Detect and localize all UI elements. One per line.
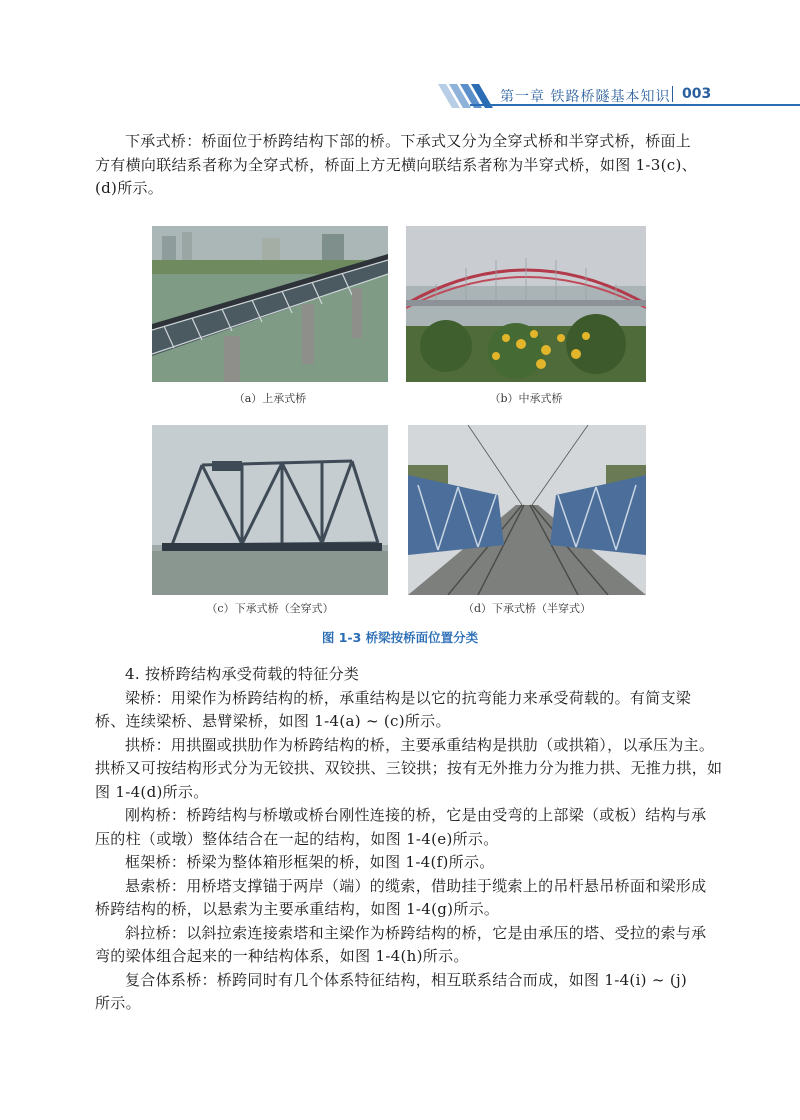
para-rigid-frame-bridge: 压的柱（或墩）整体结合在一起的结构，如图 1-4(e)所示。: [95, 829, 499, 848]
intro-line: 方有横向联结系者称为全穿式桥，桥面上方无横向联结系者称为半穿式桥，如图 1-3(c)、: [95, 155, 697, 174]
para-frame-bridge: 框架桥：桥梁为整体箱形框架的桥，如图 1-4(f)所示。: [125, 853, 495, 871]
intro-line: (d)所示。: [95, 179, 164, 197]
intro-paragraph: [95, 130, 715, 201]
caption-a: （a）上承式桥: [233, 392, 307, 405]
page-header: [0, 0, 800, 112]
caption-d: （d）下承式桥（半穿式）: [462, 602, 592, 615]
para-rigid-frame-bridge: 刚构桥：桥跨结构与桥墩或桥台刚性连接的桥，它是由受弯的上部梁（或板）结构与承: [125, 806, 707, 824]
caption-c: （c）下承式桥（全穿式）: [206, 602, 334, 615]
photo-arch-bridge: [406, 226, 646, 382]
photo-half-through-bridge: [408, 425, 646, 595]
section-4: [95, 663, 723, 1016]
para-suspension-bridge: 悬索桥：用桥塔支撑锚于两岸（端）的缆索，借助挂于缆索上的吊杆悬吊桥面和梁形成: [125, 876, 707, 895]
photo-deck-bridge: [152, 226, 388, 382]
chapter-title: 第一章 铁路桥隧基本知识: [500, 89, 671, 105]
para-beam-bridge: 桥、连续梁桥、悬臂梁桥，如图 1-4(a) ~ (c)所示。: [95, 712, 451, 730]
para-cable-stayed-bridge: 斜拉桥：以斜拉索连接索塔和主梁作为桥跨结构的桥，它是由承压的塔、受拉的索与承: [125, 923, 707, 942]
page-number: 003: [682, 86, 712, 102]
figure-title: 图 1-3 桥梁按桥面位置分类: [321, 630, 479, 645]
para-arch-bridge: 图 1-4(d)所示。: [95, 782, 209, 801]
para-cable-stayed-bridge: 弯的梁体组合起来的一种结构体系，如图 1-4(h)所示。: [95, 947, 469, 965]
intro-line: 下承式桥：桥面位于桥跨结构下部的桥。下承式又分为全穿式桥和半穿式桥，桥面上: [125, 132, 692, 150]
para-composite-bridge: 复合体系桥：桥跨同时有几个体系特征结构，相互联系结合而成，如图 1-4(i) ~ (j): [125, 970, 688, 989]
para-suspension-bridge: 桥跨结构的桥，以悬索为主要承重结构，如图 1-4(g)所示。: [95, 900, 500, 918]
para-arch-bridge: 拱桥又可按结构形式分为无铰拱、双铰拱、三铰拱；按有无外推力分为推力拱、无推力拱，如: [95, 759, 723, 777]
caption-b: （b）中承式桥: [489, 392, 563, 405]
section-heading: 4. 按桥跨结构承受荷载的特征分类: [125, 665, 360, 683]
para-beam-bridge: 梁桥：用梁作为桥跨结构的桥，承重结构是以它的抗弯能力来承受荷载的。有简支梁: [125, 688, 692, 707]
header-separator: [672, 86, 673, 102]
para-composite-bridge: 所示。: [95, 994, 141, 1012]
photo-through-truss-bridge: [152, 425, 388, 595]
para-arch-bridge: 拱桥：用拱圈或拱肋作为桥跨结构的桥，主要承重结构是拱肋（或拱箱），以承压为主。: [125, 735, 715, 754]
